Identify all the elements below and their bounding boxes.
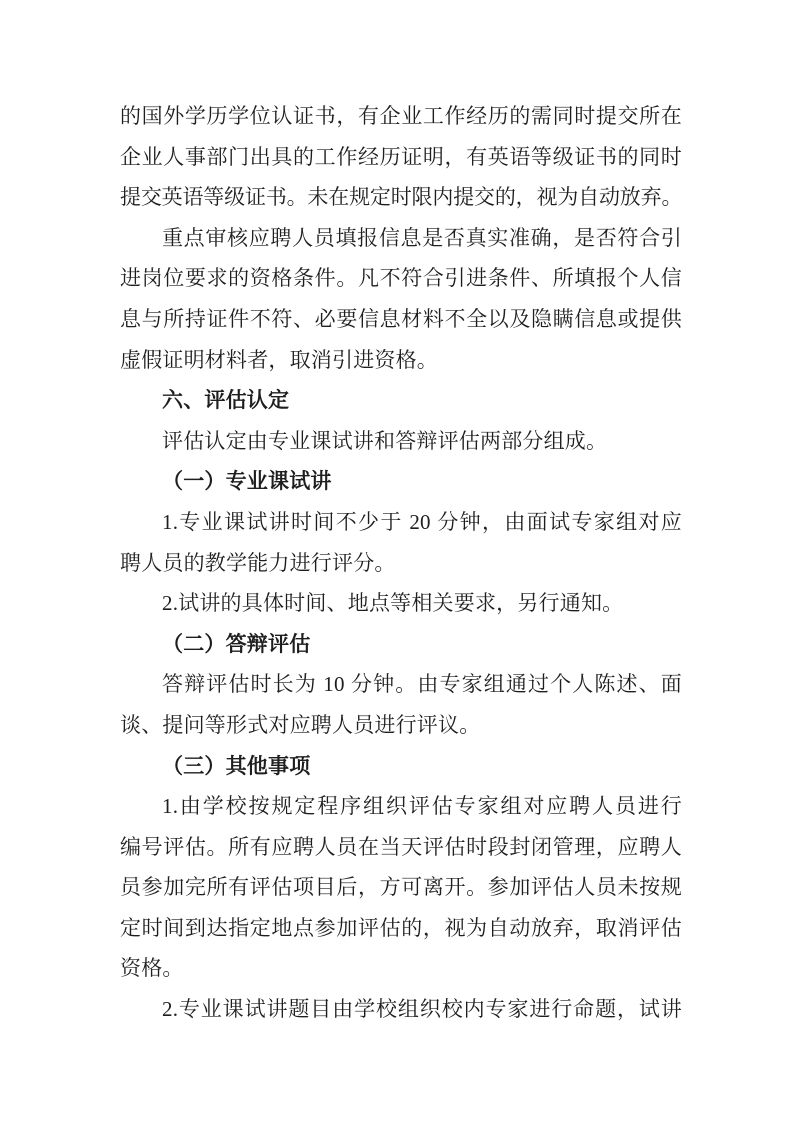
document-content (120, 96, 682, 1030)
text-line: 答辩评估时长为 10 分钟。由专家组通过个人陈述、面 (162, 672, 682, 697)
text-line: 2.试讲的具体时间、地点等相关要求，另行通知。 (162, 591, 624, 616)
text-line: 企业人事部门出具的工作经历证明，有英语等级证书的同时 (120, 144, 682, 169)
text-line: 进岗位要求的资格条件。凡不符合引进条件、所填报个人信 (120, 266, 682, 291)
text-line: 资格。 (120, 956, 184, 981)
text-line: 虚假证明材料者，取消引进资格。 (120, 347, 438, 372)
text-line: 员参加完所有评估项目后，方可离开。参加评估人员未按规 (120, 875, 682, 900)
text-line: 2.专业课试讲题目由学校组织校内专家进行命题，试讲 (162, 997, 682, 1022)
text-line: 的国外学历学位认证书，有企业工作经历的需同时提交所在 (120, 104, 682, 128)
text-line: 息与所持证件不符、必要信息材料不全以及隐瞒信息或提供 (120, 306, 682, 331)
text-line: 定时间到达指定地点参加评估的，视为自动放弃，取消评估 (120, 915, 682, 940)
subsection-heading-defense-evaluation: （二）答辩评估 (162, 631, 311, 656)
text-line: 1.由学校按规定程序组织评估专家组对应聘人员进行 (162, 794, 682, 819)
text-line: 提交英语等级证书。未在规定时限内提交的，视为自动放弃。 (120, 185, 682, 210)
text-line: 编号评估。所有应聘人员在当天评估时段封闭管理，应聘人 (120, 834, 682, 859)
text-line: 评估认定由专业课试讲和答辩评估两部分组成。 (162, 428, 608, 453)
text-line: 谈、提问等形式对应聘人员进行评议。 (120, 712, 481, 737)
subsection-heading-other-matters: （三）其他事项 (162, 753, 311, 778)
subsection-heading-trial-lecture: （一）专业课试讲 (162, 469, 332, 494)
text-line: 重点审核应聘人员填报信息是否真实准确，是否符合引 (162, 225, 682, 250)
section-heading-evaluation: 六、评估认定 (162, 388, 290, 413)
text-line: 1.专业课试讲时间不少于 20 分钟，由面试专家组对应 (162, 509, 682, 534)
text-line: 聘人员的教学能力进行评分。 (120, 550, 396, 575)
